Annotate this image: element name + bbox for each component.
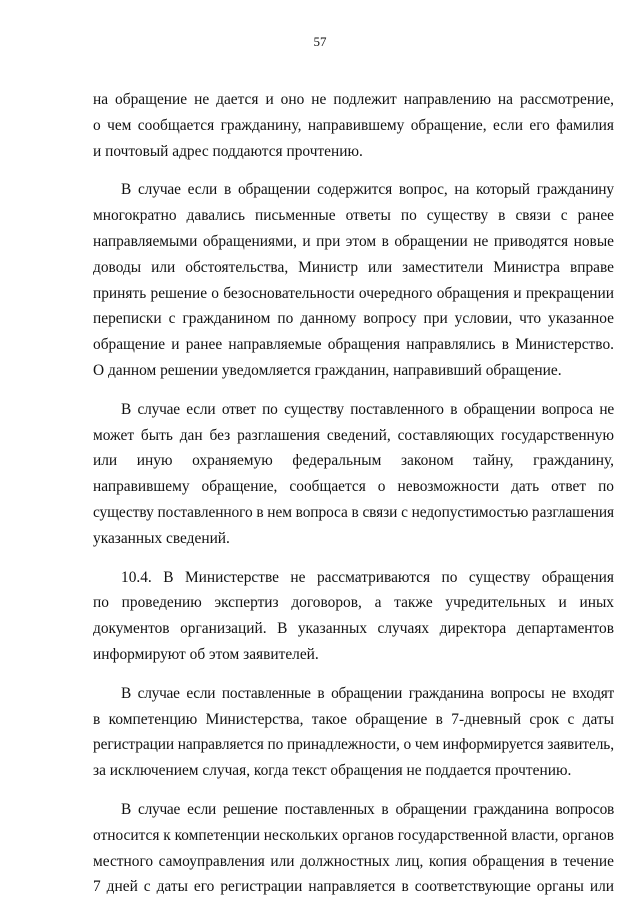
text-line: документов организаций. В указанных случаях директора департаментов bbox=[93, 620, 614, 638]
text-line: существу поставленного в нем вопроса в связи с недопустимостью разглашения bbox=[93, 503, 614, 521]
text-line: указанных сведений. bbox=[93, 529, 230, 547]
text-line: обращение и ранее направляемые обращения направлялись в Министерство. bbox=[93, 336, 614, 354]
paragraph-6 bbox=[93, 797, 614, 900]
text-line: принять решение о безосновательности очередного обращения и прекращении bbox=[93, 284, 614, 302]
text-line: по проведению экспертиз договоров, а также учредительных и иных bbox=[93, 594, 614, 612]
paragraph-2 bbox=[93, 177, 614, 383]
text-line: может быть дан без разглашения сведений, составляющих государственную bbox=[93, 426, 614, 444]
text-line: за исключением случая, когда текст обращения не поддается прочтению. bbox=[93, 762, 572, 780]
text-line: В случае если решение поставленных в обращении гражданина вопросов bbox=[121, 800, 614, 818]
text-line: переписки с гражданином по данному вопросу при условии, что указанное bbox=[93, 310, 614, 328]
page-number: 57 bbox=[313, 34, 327, 49]
text-line: в компетенцию Министерства, такое обращение в 7-дневный срок с даты bbox=[93, 710, 614, 728]
text-line: местного самоуправления или должностных лиц, копия обращения в течение bbox=[93, 852, 614, 870]
text-line: направляемыми обращениями, и при этом в обращении не приводятся новые bbox=[93, 232, 614, 250]
text-line: на обращение не дается и оно не подлежит направлению на рассмотрение, bbox=[93, 91, 614, 108]
text-line: о чем сообщается гражданину, направившему обращение, если его фамилия bbox=[93, 116, 614, 134]
paragraph-5 bbox=[93, 681, 614, 784]
text-line: регистрации направляется по принадлежности, о чем информируется заявитель, bbox=[93, 736, 614, 754]
text-line: 10.4. В Министерстве не рассматриваются по существу обращения bbox=[121, 568, 614, 586]
text-line: многократно давались письменные ответы по существу в связи с ранее bbox=[93, 207, 614, 225]
text-line: О данном решении уведомляется гражданин, направивший обращение. bbox=[93, 361, 562, 379]
text-line: и почтовый адрес поддаются прочтению. bbox=[93, 142, 363, 160]
paragraph-4 bbox=[93, 565, 614, 668]
text-line: В случае если в обращении содержится вопрос, на который гражданину bbox=[121, 181, 614, 199]
text-line: В случае если ответ по существу поставленного в обращении вопроса не bbox=[121, 400, 614, 418]
text-line: В случае если поставленные в обращении гражданина вопросы не входят bbox=[121, 684, 614, 702]
text-line: информируют об этом заявителей. bbox=[93, 645, 319, 663]
text-line: относится к компетенции нескольких органов государственной власти, органов bbox=[93, 826, 614, 844]
text-line: направившему обращение, сообщается о невозможности дать ответ по bbox=[93, 478, 614, 496]
text-line: 7 дней с даты его регистрации направляется в соответствующие органы или bbox=[93, 878, 614, 896]
text-line: или иную охраняемую федеральным законом тайну, гражданину, bbox=[93, 452, 614, 470]
document-body bbox=[93, 87, 614, 900]
text-line: доводы или обстоятельства, Министр или заместители Министра вправе bbox=[93, 258, 614, 276]
paragraph-1 bbox=[93, 87, 614, 164]
paragraph-3 bbox=[93, 397, 614, 552]
